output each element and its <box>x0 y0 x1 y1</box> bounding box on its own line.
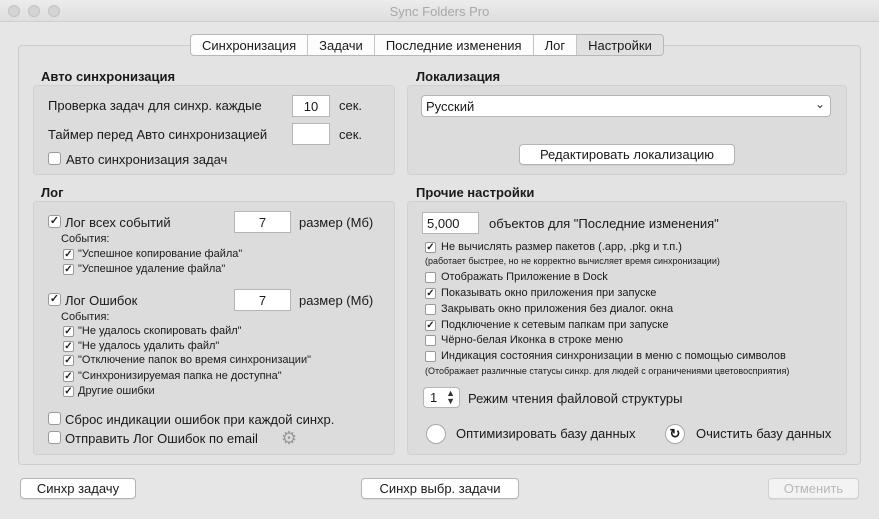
read-mode-label: Режим чтения файловой структуры <box>468 391 683 406</box>
show-in-dock-label: Отображать Приложение в Dock <box>441 271 608 283</box>
check-interval-unit: сек. <box>339 98 363 113</box>
error-other-checkbox[interactable]: ✓ <box>64 386 73 397</box>
email-log-label: Отправить Лог Ошибок по email <box>65 431 258 446</box>
events-header: События: <box>61 233 110 245</box>
error-copy-checkbox[interactable]: ✓ <box>64 326 73 337</box>
all-events-label: Лог всех событий <box>65 215 171 230</box>
refresh-icon[interactable]: ↻ <box>665 424 685 444</box>
error-unavailable-label: "Синхронизируемая папка не доступна" <box>78 370 282 382</box>
tab-tasks[interactable]: Задачи <box>308 35 375 56</box>
auto-tasks-label: Авто синхронизация задач <box>66 152 228 167</box>
tab-bar <box>190 34 664 56</box>
error-copy-label: "Не удалось скопировать файл" <box>78 325 242 337</box>
tab-log[interactable]: Лог <box>534 35 578 56</box>
no-package-size-note: (работает быстрее, но не корректно вычисляет время синхронизации) <box>425 256 720 266</box>
errors-size-label: размер (Мб) <box>299 293 374 308</box>
event-delete-success-checkbox[interactable]: ✓ <box>64 264 73 275</box>
recent-count-label: объектов для "Последние изменения" <box>489 216 719 231</box>
localization-title: Локализация <box>416 69 501 84</box>
close-no-dialog-label: Закрывать окно приложения без диалог. окна <box>441 303 674 315</box>
all-events-size-label: размер (Мб) <box>299 215 374 230</box>
language-select[interactable] <box>421 95 831 117</box>
network-connect-checkbox[interactable]: ✓ <box>426 320 435 331</box>
symbol-indication-label: Индикация состояния синхронизации в меню с помощью символов <box>441 350 786 362</box>
event-copy-success-checkbox[interactable]: ✓ <box>64 249 73 260</box>
chevron-down-icon: ⌄ <box>814 97 825 111</box>
timer-unit: сек. <box>339 127 363 142</box>
email-log-checkbox[interactable] <box>48 431 61 444</box>
log-title: Лог <box>41 185 64 200</box>
other-settings-title: Прочие настройки <box>416 185 535 200</box>
clear-db-label: Очистить базу данных <box>696 426 832 441</box>
sync-selected-button[interactable]: Синхр выбр. задачи <box>361 478 519 499</box>
up-down-arrows-icon: ▲ ▼ <box>446 388 455 406</box>
bw-icon-label: Чёрно-белая Иконка в строке меню <box>441 334 623 346</box>
timer-field[interactable] <box>292 123 330 145</box>
edit-localization-button[interactable]: Редактировать локализацию <box>519 144 735 165</box>
error-disconnect-label: "Отключение папок во время синхронизации" <box>78 354 311 366</box>
all-events-checkbox[interactable]: ✓ <box>49 215 60 227</box>
no-package-size-checkbox[interactable]: ✓ <box>426 242 435 253</box>
cancel-button[interactable]: Отменить <box>768 478 859 499</box>
show-window-label: Показывать окно приложения при запуске <box>441 287 657 299</box>
tab-recent-changes[interactable]: Последние изменения <box>375 35 534 56</box>
read-mode-value: 1 <box>430 390 438 405</box>
sync-task-button[interactable]: Синхр задачу <box>20 478 136 499</box>
timer-label: Таймер перед Авто синхронизацией <box>48 127 268 142</box>
tab-sync[interactable]: Синхронизация <box>191 35 308 56</box>
reset-errors-checkbox[interactable] <box>48 412 61 425</box>
symbol-indication-note: (Отображает различные статусы синхр. для людей с ограничениями цветовосприятия) <box>425 366 790 376</box>
optimize-db-label: Оптимизировать базу данных <box>456 426 636 441</box>
auto-tasks-checkbox[interactable] <box>48 152 61 165</box>
errors-checkbox[interactable]: ✓ <box>49 293 60 305</box>
errors-size-field[interactable]: 7 <box>234 289 291 311</box>
event-copy-success-label: "Успешное копирование файла" <box>78 248 243 260</box>
optimize-db-radio[interactable] <box>426 424 446 444</box>
event-delete-success-label: "Успешное удаление файла" <box>78 263 226 275</box>
errors-label: Лог Ошибок <box>65 293 138 308</box>
auto-sync-title: Авто синхронизация <box>41 69 176 84</box>
bw-icon-checkbox[interactable] <box>425 335 436 346</box>
read-mode-stepper[interactable] <box>423 387 460 408</box>
title-bar <box>0 0 879 22</box>
error-delete-checkbox[interactable]: ✓ <box>64 341 73 352</box>
error-delete-label: "Не удалось удалить файл" <box>78 340 220 352</box>
error-disconnect-checkbox[interactable]: ✓ <box>64 355 73 366</box>
show-window-checkbox[interactable]: ✓ <box>426 288 435 299</box>
gear-icon[interactable]: ⚙ <box>281 428 298 448</box>
check-interval-field[interactable]: 10 <box>292 95 330 117</box>
error-other-label: Другие ошибки <box>78 385 155 397</box>
network-connect-label: Подключение к сетевым папкам при запуске <box>441 319 669 331</box>
show-in-dock-checkbox[interactable] <box>425 272 436 283</box>
error-unavailable-checkbox[interactable]: ✓ <box>64 371 73 382</box>
check-interval-label: Проверка задач для синхр. каждые <box>48 98 262 113</box>
no-package-size-label: Не вычислять размер пакетов (.app, .pkg и т.п.) <box>441 241 682 253</box>
tab-settings[interactable]: Настройки <box>577 35 663 56</box>
reset-errors-label: Сброс индикации ошибок при каждой синхр. <box>65 412 335 427</box>
all-events-size-field[interactable]: 7 <box>234 211 291 233</box>
errors-events-header: События: <box>61 311 110 323</box>
close-no-dialog-checkbox[interactable] <box>425 304 436 315</box>
language-value: Русский <box>426 99 475 114</box>
symbol-indication-checkbox[interactable] <box>425 351 436 362</box>
window-title: Sync Folders Pro <box>389 4 490 19</box>
recent-count-field[interactable]: 5,000 <box>422 212 479 234</box>
